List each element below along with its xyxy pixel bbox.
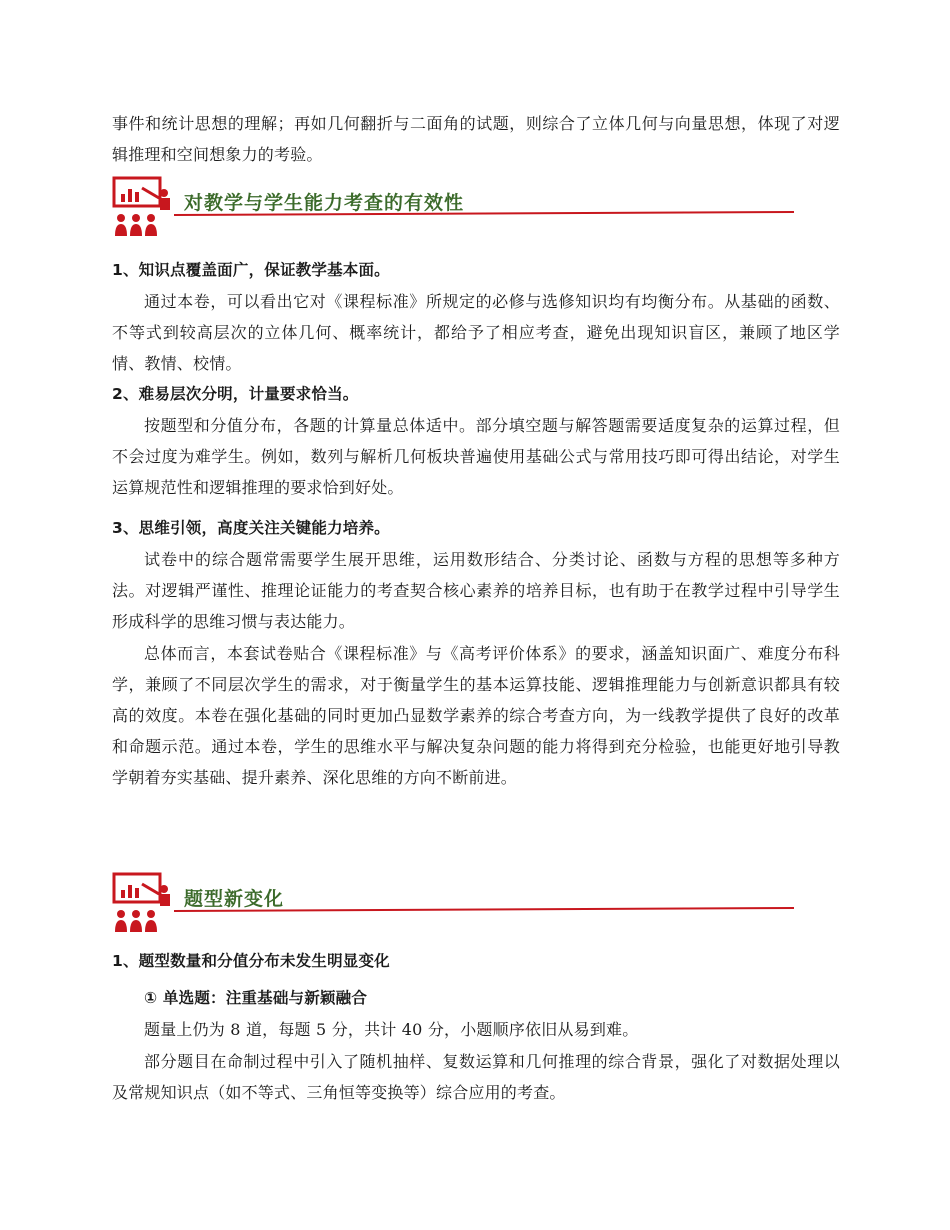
presentation-icon bbox=[112, 176, 176, 240]
section-title: 对教学与学生能力考查的有效性 bbox=[184, 192, 465, 214]
section-title: 题型新变化 bbox=[184, 888, 285, 910]
paragraph: 试卷中的综合题常需要学生展开思维，运用数形结合、分类讨论、函数与方程的思想等多种方法。对逻辑严谨性、推理论证能力的考查契合核心素养的培养目标，也有助于在教学过程中引导学生形成科学的思维习惯与表达能力。 bbox=[112, 550, 840, 631]
point-heading: 3、思维引领，高度关注关键能力培养。 bbox=[112, 519, 390, 537]
paragraph: 部分题目在命制过程中引入了随机抽样、复数运算和几何推理的综合背景，强化了对数据处理以及常规知识点（如不等式、三角恒等变换等）综合应用的考查。 bbox=[112, 1052, 840, 1102]
point-heading: 2、难易层次分明，计量要求恰当。 bbox=[112, 385, 359, 403]
point-heading: 1、知识点覆盖面广，保证教学基本面。 bbox=[112, 261, 390, 279]
paragraph: 通过本卷，可以看出它对《课程标准》所规定的必修与选修知识均有均衡分布。从基础的函数、不等式到较高层次的立体几何、概率统计，都给予了相应考查，避免出现知识盲区，兼顾了地区学情、教情、校情。 bbox=[112, 292, 840, 373]
summary-paragraph: 总体而言，本套试卷贴合《课程标准》与《高考评价体系》的要求，涵盖知识面广、难度分布科学，兼顾了不同层次学生的需求，对于衡量学生的基本运算技能、逻辑推理能力与创新意识都具有较高的效度。本卷在强化基础的同时更加凸显数学素养的综合考查方向，为一线教学提供了良好的改革和命题示范。通过本卷，学生的思维水平与解决复杂问题的能力将得到充分检验，也能更好地引导教学朝着夯实基础、提升素养、深化思维的方向不断前进。 bbox=[112, 644, 840, 787]
section-divider bbox=[174, 210, 794, 216]
paragraph: 题量上仍为 8 道，每题 5 分，共计 40 分，小题顺序依旧从易到难。 bbox=[144, 1020, 639, 1039]
intro-paragraph: 事件和统计思想的理解；再如几何翻折与二面角的试题，则综合了立体几何与向量思想，体现了对逻辑推理和空间想象力的考验。 bbox=[112, 114, 840, 164]
section-header-new-question-types bbox=[112, 872, 792, 942]
section-header-effectiveness bbox=[112, 176, 792, 246]
point-heading: 1、题型数量和分值分布未发生明显变化 bbox=[112, 952, 390, 970]
section-divider bbox=[174, 906, 794, 912]
sub-heading: ① 单选题：注重基础与新颖融合 bbox=[144, 989, 368, 1007]
paragraph: 按题型和分值分布，各题的计算量总体适中。部分填空题与解答题需要适度复杂的运算过程，但不会过度为难学生。例如，数列与解析几何板块普遍使用基础公式与常用技巧即可得出结论，对学生运算规范性和逻辑推理的要求恰到好处。 bbox=[112, 416, 840, 497]
presentation-icon bbox=[112, 872, 176, 936]
